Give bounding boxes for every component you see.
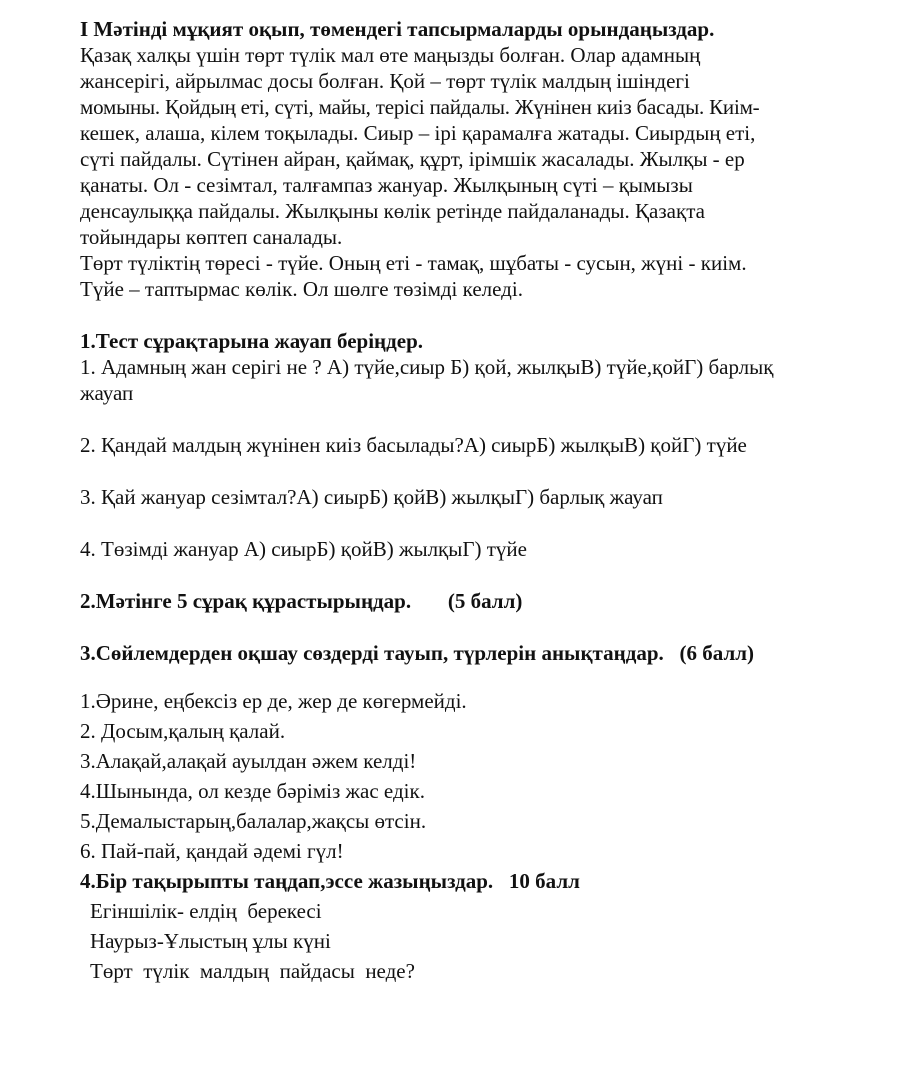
question-2: 2. Қандай малдың жүнінен киіз басылады?А) сиырБ) жылқыВ) қойГ) түйе [80,433,747,457]
sentence-item: 5.Демалыстарың,балалар,жақсы өтсін. [80,809,427,833]
text-line: Түйе – таптырмас көлік. Ол шөлге төзімді келеді. [80,277,523,301]
text-line: қанаты. Ол - сезімтал, талғампаз жануар. Жылқының сүті – қымызы [80,173,693,197]
question-1: 1. Адамның жан серігі не ? А) түйе,сиыр Б) қой, жылқыВ) түйе,қойГ) барлық [80,355,774,379]
text-line: денсаулыққа пайдалы. Жылқыны көлік ретінде пайдаланады. Қазақта [80,199,705,223]
spacer [80,458,880,484]
sentence-item: 4.Шынында, ол кезде бәріміз жас едік. [80,779,425,803]
spacer [80,614,880,640]
task2-heading: 2.Мәтінге 5 сұрақ құрастырыңдар. (5 балл) [80,589,523,613]
text-line: Қазақ халқы үшін төрт түлік мал өте маңызды болған. Олар адамның [80,43,701,67]
spacer [80,406,880,432]
essay-topic: Егіншілік- елдің берекесі [90,899,322,923]
task4-heading: 4.Бір тақырыпты таңдап,эссе жазыңыздар. 10 балл [80,869,580,893]
essay-topic: Наурыз-Ұлыстың ұлы күні [90,929,331,953]
sentence-item: 1.Әрине, еңбексіз ер де, жер де көгермейді. [80,689,467,713]
sentence-item: 2. Досым,қалың қалай. [80,719,286,743]
essay-topic: Төрт түлік малдың пайдасы неде? [90,959,415,983]
text-line: жансерігі, айрылмас досы болған. Қой – төрт түлік малдың ішіндегі [80,69,690,93]
text-line: Төрт түліктің төресі - түйе. Оның еті - тамақ, шұбаты - сусын, жүні - киім. [80,251,747,275]
text-line: кешек, алаша, кілем тоқылады. Сиыр – ірі қарамалға жатады. Сиырдың еті, [80,121,756,145]
spacer [80,666,880,686]
question-4: 4. Төзімді жануар А) сиырБ) қойВ) жылқыГ) түйе [80,537,527,561]
text-line: момыны. Қойдың еті, сүті, майы, терісі пайдалы. Жүнінен киіз басады. Киім- [80,95,760,119]
spacer [80,302,880,328]
sentence-item: 3.Алақай,алақай ауылдан әжем келді! [80,749,417,773]
question-1-continued: жауап [80,381,134,405]
section-heading: I Мәтінді мұқият оқып, төмендегі тапсырмаларды орындаңыздар. [80,17,715,41]
spacer [80,562,880,588]
task1-heading: 1.Тест сұрақтарына жауап беріңдер. [80,329,424,353]
task3-heading: 3.Сөйлемдерден оқшау сөздерді тауып, түрлерін анықтаңдар. (6 балл) [80,641,754,665]
question-3: 3. Қай жануар сезімтал?А) сиырБ) қойВ) жылқыГ) барлық жауап [80,485,663,509]
document-page [80,16,880,986]
text-line: сүті пайдалы. Сүтінен айран, қаймақ, құрт, ірімшік жасалады. Жылқы - ер [80,147,745,171]
sentence-item: 6. Пай-пай, қандай әдемі гүл! [80,839,344,863]
spacer [80,510,880,536]
text-line: тойындары көптеп саналады. [80,225,343,249]
